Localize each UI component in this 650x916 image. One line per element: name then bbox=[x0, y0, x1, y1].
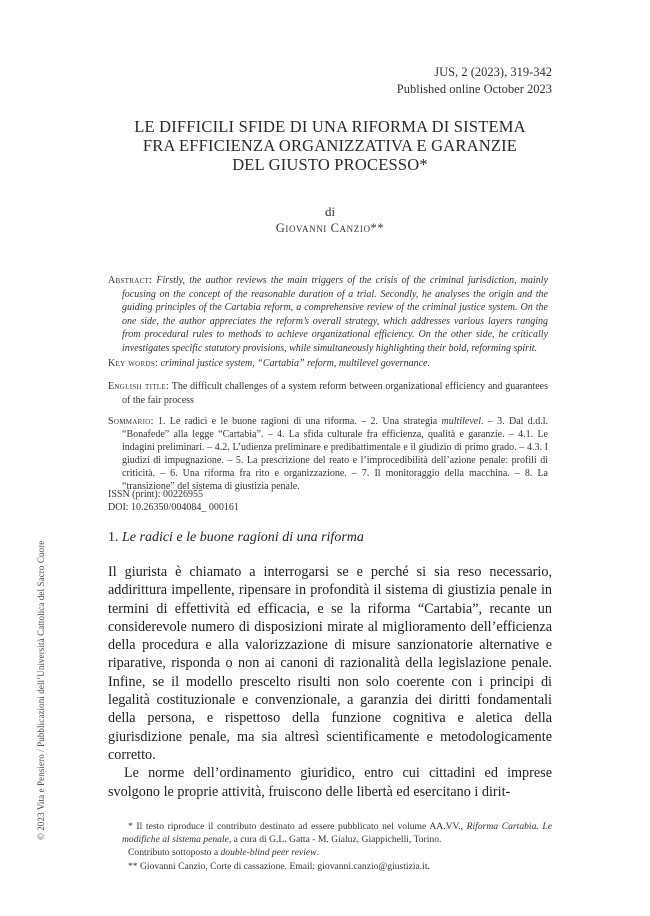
journal-citation: JUS, 2 (2023), 319-342 bbox=[434, 65, 552, 79]
summary-text-a: 1. Le radici e le buone ragioni di una riforma. – 2. Una strategia bbox=[157, 416, 438, 427]
byline-di: di bbox=[324, 204, 336, 219]
publication-date: Published online October 2023 bbox=[396, 82, 552, 96]
footnote-1-text-a: * Il testo riproduce il contributo destinato ad essere pubblicato nel volume AA.VV., bbox=[128, 821, 464, 832]
summary bbox=[108, 416, 548, 493]
issn: ISSN (print): 00226955 bbox=[108, 489, 203, 500]
title-line: FRA EFFICIENZA ORGANIZZATIVA E GARANZIE bbox=[142, 136, 518, 155]
footnote-1-italic-b: double-blind peer review bbox=[220, 847, 317, 859]
abstract bbox=[108, 274, 548, 356]
article-title bbox=[100, 117, 560, 174]
keywords-text: criminal justice system, “Cartabia” reform, multilevel governance. bbox=[160, 358, 430, 369]
body-text bbox=[108, 563, 552, 801]
footnote-1-review bbox=[122, 846, 552, 859]
keywords-label: Key words: bbox=[108, 358, 159, 369]
section-title: Le radici e le buone ragioni di una riforma bbox=[122, 530, 364, 545]
footnotes bbox=[122, 820, 552, 873]
summary-text-b: . – 3. Dal d.d.l. “Bonafede” alla legge “Cartabia”. – 4. La sfida culturale fra efficienza, qualità e garanzie. – 4.1. Le indagini preliminari. – 4.2. L’udienza preliminare e predibattimentale e il giudizio di primo grado. – 4.3. I giudizi di impugnazione. – 5. La prescrizione del reato e l’improcedibilità dell’azione penale: profili di criticità. – 6. Una riforma fra rito e organizzazione. – 7. Il monitoraggio della macchina. – 8. La “transizione” del sistema di giustizia penale. bbox=[122, 416, 549, 492]
keywords bbox=[108, 357, 548, 371]
footnote-2: ** Giovanni Canzio, Corte di cassazione. Email: giovanni.canzio@giustizia.it. bbox=[128, 860, 430, 872]
summary-text-italic: multilevel bbox=[441, 416, 481, 427]
abstract-text: Firstly, the author reviews the main triggers of the crisis of the criminal jurisdiction, mainly focusing on the concept of the reasonable duration of a trial. Secondly, he analyses the origin and the guiding principles of the Cartabia reform, a comprehensive review of the criminal justice system. On the one side, the author appreciates the reform’s overall strategy, which addresses various layers ranging from procedural rules to methods to achieve organizational efficiency. On the other side, he critically investigates specific statutory provisions, while simultaneously highlighting their bold, reforming spirit. bbox=[122, 275, 549, 354]
footnote-1-text-c: Contributo sottoposto a bbox=[128, 847, 219, 859]
body-paragraph: Le norme dell’ordinamento giuridico, entro cui cittadini ed imprese svolgono le proprie attività, fruiscono delle libertà ed esercitano i dirit- bbox=[108, 765, 552, 800]
section-number: 1. bbox=[108, 530, 119, 545]
identifiers bbox=[108, 488, 548, 514]
copyright-side-note: © 2023 Vita e Pensiero / Pubblicazioni dell’Università Cattolica del Sacro Cuore bbox=[36, 540, 46, 840]
title-line: LE DIFFICILI SFIDE DI UNA RIFORMA DI SISTEMA bbox=[134, 117, 526, 136]
summary-label: Sommario: bbox=[108, 416, 154, 427]
title-line: DEL GIUSTO PROCESSO* bbox=[232, 155, 428, 174]
section-heading bbox=[108, 530, 364, 546]
footnote-1-text-b: , a cura di G.L. Gatta - M. Gialuz, Giappichelli, Torino. bbox=[228, 834, 442, 846]
abstract-label: Abstract: bbox=[108, 275, 153, 286]
body-paragraph: Il giurista è chiamato a interrogarsi se e perché si sia reso necessario, addirittura impellente, ripensare in profondità il sistema di giustizia penale in termini di effettività ed efficacia, e se la riforma “Cartabia”, recante un considerevole numero di disposizioni mirate al miglioramento dell’efficienza della procedura e alla valorizzazione di misure sanzionatorie alternative e riparative, risponda o non ai canoni di razionalità della legislazione penale. Infine, se il modello prescelto risulti non solo coerente con i principi di legalità costituzionale e convenzionale, a garanzia dei diritti fondamentali della persona, e rispettoso della funzione cognitiva e aletica della giurisdizione penale, ma sia altresì scientificamente e metodologicamente corretto. bbox=[108, 564, 552, 763]
footnote-1-italic-a: Riforma Cartabia. Le modifiche al sistema penale bbox=[122, 821, 552, 846]
footnote-1 bbox=[122, 820, 552, 846]
english-title bbox=[108, 380, 548, 407]
footnote-1-text-d: . bbox=[316, 847, 319, 859]
english-title-text: The difficult challenges of a system reform between organizational efficiency and guarantees of the fair process bbox=[122, 381, 548, 406]
journal-reference bbox=[397, 64, 552, 98]
author-name: Giovanni Canzio** bbox=[275, 221, 385, 235]
doi: DOI: 10.26350/004084_ 000161 bbox=[108, 502, 239, 513]
english-title-label: English title: bbox=[108, 381, 170, 392]
